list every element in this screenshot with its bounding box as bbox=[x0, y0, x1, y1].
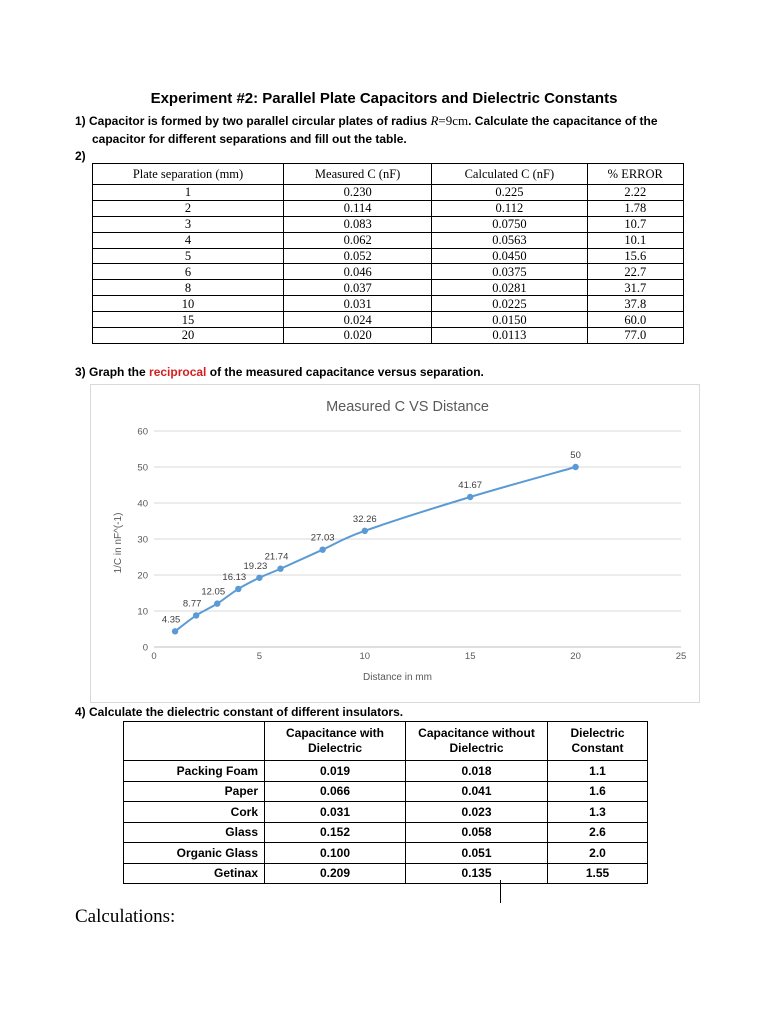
question-1-line-2: capacitor for different separations and fill out the table. bbox=[92, 132, 407, 146]
table-cell: 0.0225 bbox=[432, 296, 587, 312]
y-tick-label: 20 bbox=[137, 570, 148, 582]
separation-table bbox=[92, 163, 684, 344]
divider-line bbox=[500, 880, 501, 903]
data-point bbox=[256, 575, 262, 581]
table-cell: 1.1 bbox=[548, 761, 648, 782]
question-3-number: 3) bbox=[75, 365, 86, 379]
table-cell: 0.0450 bbox=[432, 248, 587, 264]
table-cell: 20 bbox=[93, 328, 284, 344]
table-cell: 0.112 bbox=[432, 200, 587, 216]
table-cell: 0.0563 bbox=[432, 232, 587, 248]
question-2-number: 2) bbox=[75, 149, 86, 163]
y-axis-label: 1/C in nF^(-1) bbox=[113, 512, 124, 574]
table-row bbox=[93, 280, 684, 296]
data-label: 8.77 bbox=[182, 598, 202, 610]
table-row bbox=[93, 296, 684, 312]
data-point bbox=[467, 494, 473, 500]
y-tick-label: 60 bbox=[137, 426, 148, 438]
table-cell: 0.019 bbox=[265, 761, 406, 782]
table-cell: 0.020 bbox=[284, 328, 432, 344]
data-label: 12.05 bbox=[201, 586, 226, 598]
question-3 bbox=[75, 363, 484, 381]
table-cell: 0.0750 bbox=[432, 216, 587, 232]
x-tick-label: 20 bbox=[570, 651, 581, 662]
table-cell: 0.062 bbox=[284, 232, 432, 248]
table-cell: 0.046 bbox=[284, 264, 432, 280]
table-cell: 3 bbox=[93, 216, 284, 232]
table-cell: 6 bbox=[93, 264, 284, 280]
table-cell: 0.018 bbox=[406, 761, 548, 782]
table-cell: 0.023 bbox=[406, 802, 548, 823]
x-tick-label: 0 bbox=[151, 651, 157, 662]
table-cell: 0.225 bbox=[432, 185, 587, 201]
table-cell: 0.230 bbox=[284, 185, 432, 201]
table-cell: 0.100 bbox=[265, 843, 406, 864]
data-point bbox=[319, 546, 325, 552]
column-header: Measured C (nF) bbox=[284, 164, 432, 185]
data-label: 21.74 bbox=[264, 551, 289, 563]
table-cell: 15 bbox=[93, 312, 284, 328]
page-title: Experiment #2: Parallel Plate Capacitors and Dielectric Constants bbox=[150, 90, 618, 107]
data-point bbox=[193, 612, 199, 618]
calculations-heading: Calculations: bbox=[75, 906, 176, 927]
data-point bbox=[235, 586, 241, 592]
table-cell: 31.7 bbox=[587, 280, 683, 296]
table-cell: 0.0281 bbox=[432, 280, 587, 296]
table-row bbox=[124, 822, 648, 843]
table-cell: 10 bbox=[93, 296, 284, 312]
question-4-text: Calculate the dielectric constant of different insulators. bbox=[89, 705, 404, 719]
material-label: Getinax bbox=[124, 863, 265, 884]
x-tick-label: 25 bbox=[675, 651, 687, 662]
table-cell: 0.052 bbox=[284, 248, 432, 264]
data-point bbox=[572, 464, 578, 470]
column-header: Plate separation (mm) bbox=[93, 164, 284, 185]
material-label: Packing Foam bbox=[124, 761, 265, 782]
column-header: Dielectric Constant bbox=[548, 722, 648, 761]
table-cell: 0.031 bbox=[265, 802, 406, 823]
data-label: 50 bbox=[570, 450, 581, 461]
data-label: 41.67 bbox=[458, 479, 483, 491]
question-3-pre: Graph the bbox=[89, 365, 150, 379]
table-row bbox=[93, 264, 684, 280]
table-cell: 22.7 bbox=[587, 264, 683, 280]
table-row bbox=[93, 185, 684, 201]
table-header-row bbox=[93, 164, 684, 185]
question-1-text-a: Capacitor is formed by two parallel circular plates of radius bbox=[89, 114, 431, 128]
y-tick-label: 10 bbox=[137, 606, 148, 618]
table-cell: 37.8 bbox=[587, 296, 683, 312]
table-cell: 10.7 bbox=[587, 216, 683, 232]
table-cell: 0.024 bbox=[284, 312, 432, 328]
column-header bbox=[124, 722, 265, 761]
data-point bbox=[362, 528, 368, 534]
table-cell: 8 bbox=[93, 280, 284, 296]
table-cell: 1.6 bbox=[548, 781, 648, 802]
table-row bbox=[93, 200, 684, 216]
question-3-post: of the measured capacitance versus separation. bbox=[206, 365, 484, 379]
table-cell: 0.066 bbox=[265, 781, 406, 802]
table-cell: 15.6 bbox=[587, 248, 683, 264]
table-cell: 0.0375 bbox=[432, 264, 587, 280]
table-row bbox=[93, 232, 684, 248]
data-point bbox=[172, 628, 178, 634]
table-row bbox=[93, 328, 684, 344]
table-cell: 2.6 bbox=[548, 822, 648, 843]
material-label: Paper bbox=[124, 781, 265, 802]
data-label: 19.23 bbox=[243, 560, 268, 572]
table-cell: 0.135 bbox=[406, 863, 548, 884]
table-cell: 1 bbox=[93, 185, 284, 201]
table-header-row bbox=[124, 722, 648, 761]
table-cell: 60.0 bbox=[587, 312, 683, 328]
table-row bbox=[93, 216, 684, 232]
table-cell: 0.058 bbox=[406, 822, 548, 843]
table-cell: 77.0 bbox=[587, 328, 683, 344]
table-cell: 2.0 bbox=[548, 843, 648, 864]
y-tick-label: 40 bbox=[137, 498, 148, 510]
radius-symbol: R bbox=[430, 113, 439, 128]
table-cell: 0.037 bbox=[284, 280, 432, 296]
table-cell: 0.051 bbox=[406, 843, 548, 864]
y-tick-label: 0 bbox=[142, 642, 148, 654]
x-axis-label: Distance in mm bbox=[363, 672, 432, 683]
table-row bbox=[124, 843, 648, 864]
table-cell: 0.0113 bbox=[432, 328, 587, 344]
dielectric-table bbox=[123, 721, 648, 884]
y-tick-label: 50 bbox=[137, 462, 148, 474]
table-cell: 0.0150 bbox=[432, 312, 587, 328]
x-tick-label: 5 bbox=[256, 651, 263, 662]
question-1 bbox=[75, 112, 658, 130]
material-label: Organic Glass bbox=[124, 843, 265, 864]
table-cell: 0.041 bbox=[406, 781, 548, 802]
y-tick-label: 30 bbox=[137, 534, 148, 546]
column-header: Capacitance without Dielectric bbox=[406, 722, 548, 761]
data-label: 32.26 bbox=[352, 513, 377, 525]
line-chart bbox=[91, 385, 699, 702]
table-row bbox=[124, 781, 648, 802]
chart-frame bbox=[90, 384, 700, 703]
x-tick-label: 10 bbox=[359, 651, 371, 662]
data-label: 16.13 bbox=[222, 571, 247, 583]
table-cell: 10.1 bbox=[587, 232, 683, 248]
table-row bbox=[124, 863, 648, 884]
question-1-number: 1) bbox=[75, 114, 86, 128]
question-4 bbox=[75, 703, 403, 721]
table-row bbox=[124, 802, 648, 823]
data-point bbox=[214, 600, 220, 606]
material-label: Glass bbox=[124, 822, 265, 843]
table-cell: 4 bbox=[93, 232, 284, 248]
table-cell: 2 bbox=[93, 200, 284, 216]
table-cell: 0.152 bbox=[265, 822, 406, 843]
series-line bbox=[175, 467, 576, 631]
column-header: Capacitance with Dielectric bbox=[265, 722, 406, 761]
table-cell: 0.031 bbox=[284, 296, 432, 312]
table-cell: 0.083 bbox=[284, 216, 432, 232]
table-cell: 1.3 bbox=[548, 802, 648, 823]
data-point bbox=[277, 566, 283, 572]
table-row bbox=[93, 248, 684, 264]
data-label: 4.35 bbox=[161, 614, 181, 626]
column-header: % ERROR bbox=[587, 164, 683, 185]
reciprocal-highlight: reciprocal bbox=[149, 365, 207, 379]
x-tick-label: 15 bbox=[464, 651, 476, 662]
radius-value: =9cm bbox=[438, 113, 469, 128]
chart-title: Measured C VS Distance bbox=[326, 399, 489, 415]
table-cell: 0.209 bbox=[265, 863, 406, 884]
data-label: 27.03 bbox=[310, 532, 335, 544]
table-row bbox=[93, 312, 684, 328]
question-4-number: 4) bbox=[75, 705, 86, 719]
material-label: Cork bbox=[124, 802, 265, 823]
question-1-text-b: . Calculate the capacitance of the bbox=[468, 114, 658, 128]
table-row bbox=[124, 761, 648, 782]
table-cell: 0.114 bbox=[284, 200, 432, 216]
table-cell: 1.78 bbox=[587, 200, 683, 216]
table-cell: 1.55 bbox=[548, 863, 648, 884]
table-cell: 2.22 bbox=[587, 185, 683, 201]
table-cell: 5 bbox=[93, 248, 284, 264]
column-header: Calculated C (nF) bbox=[432, 164, 587, 185]
